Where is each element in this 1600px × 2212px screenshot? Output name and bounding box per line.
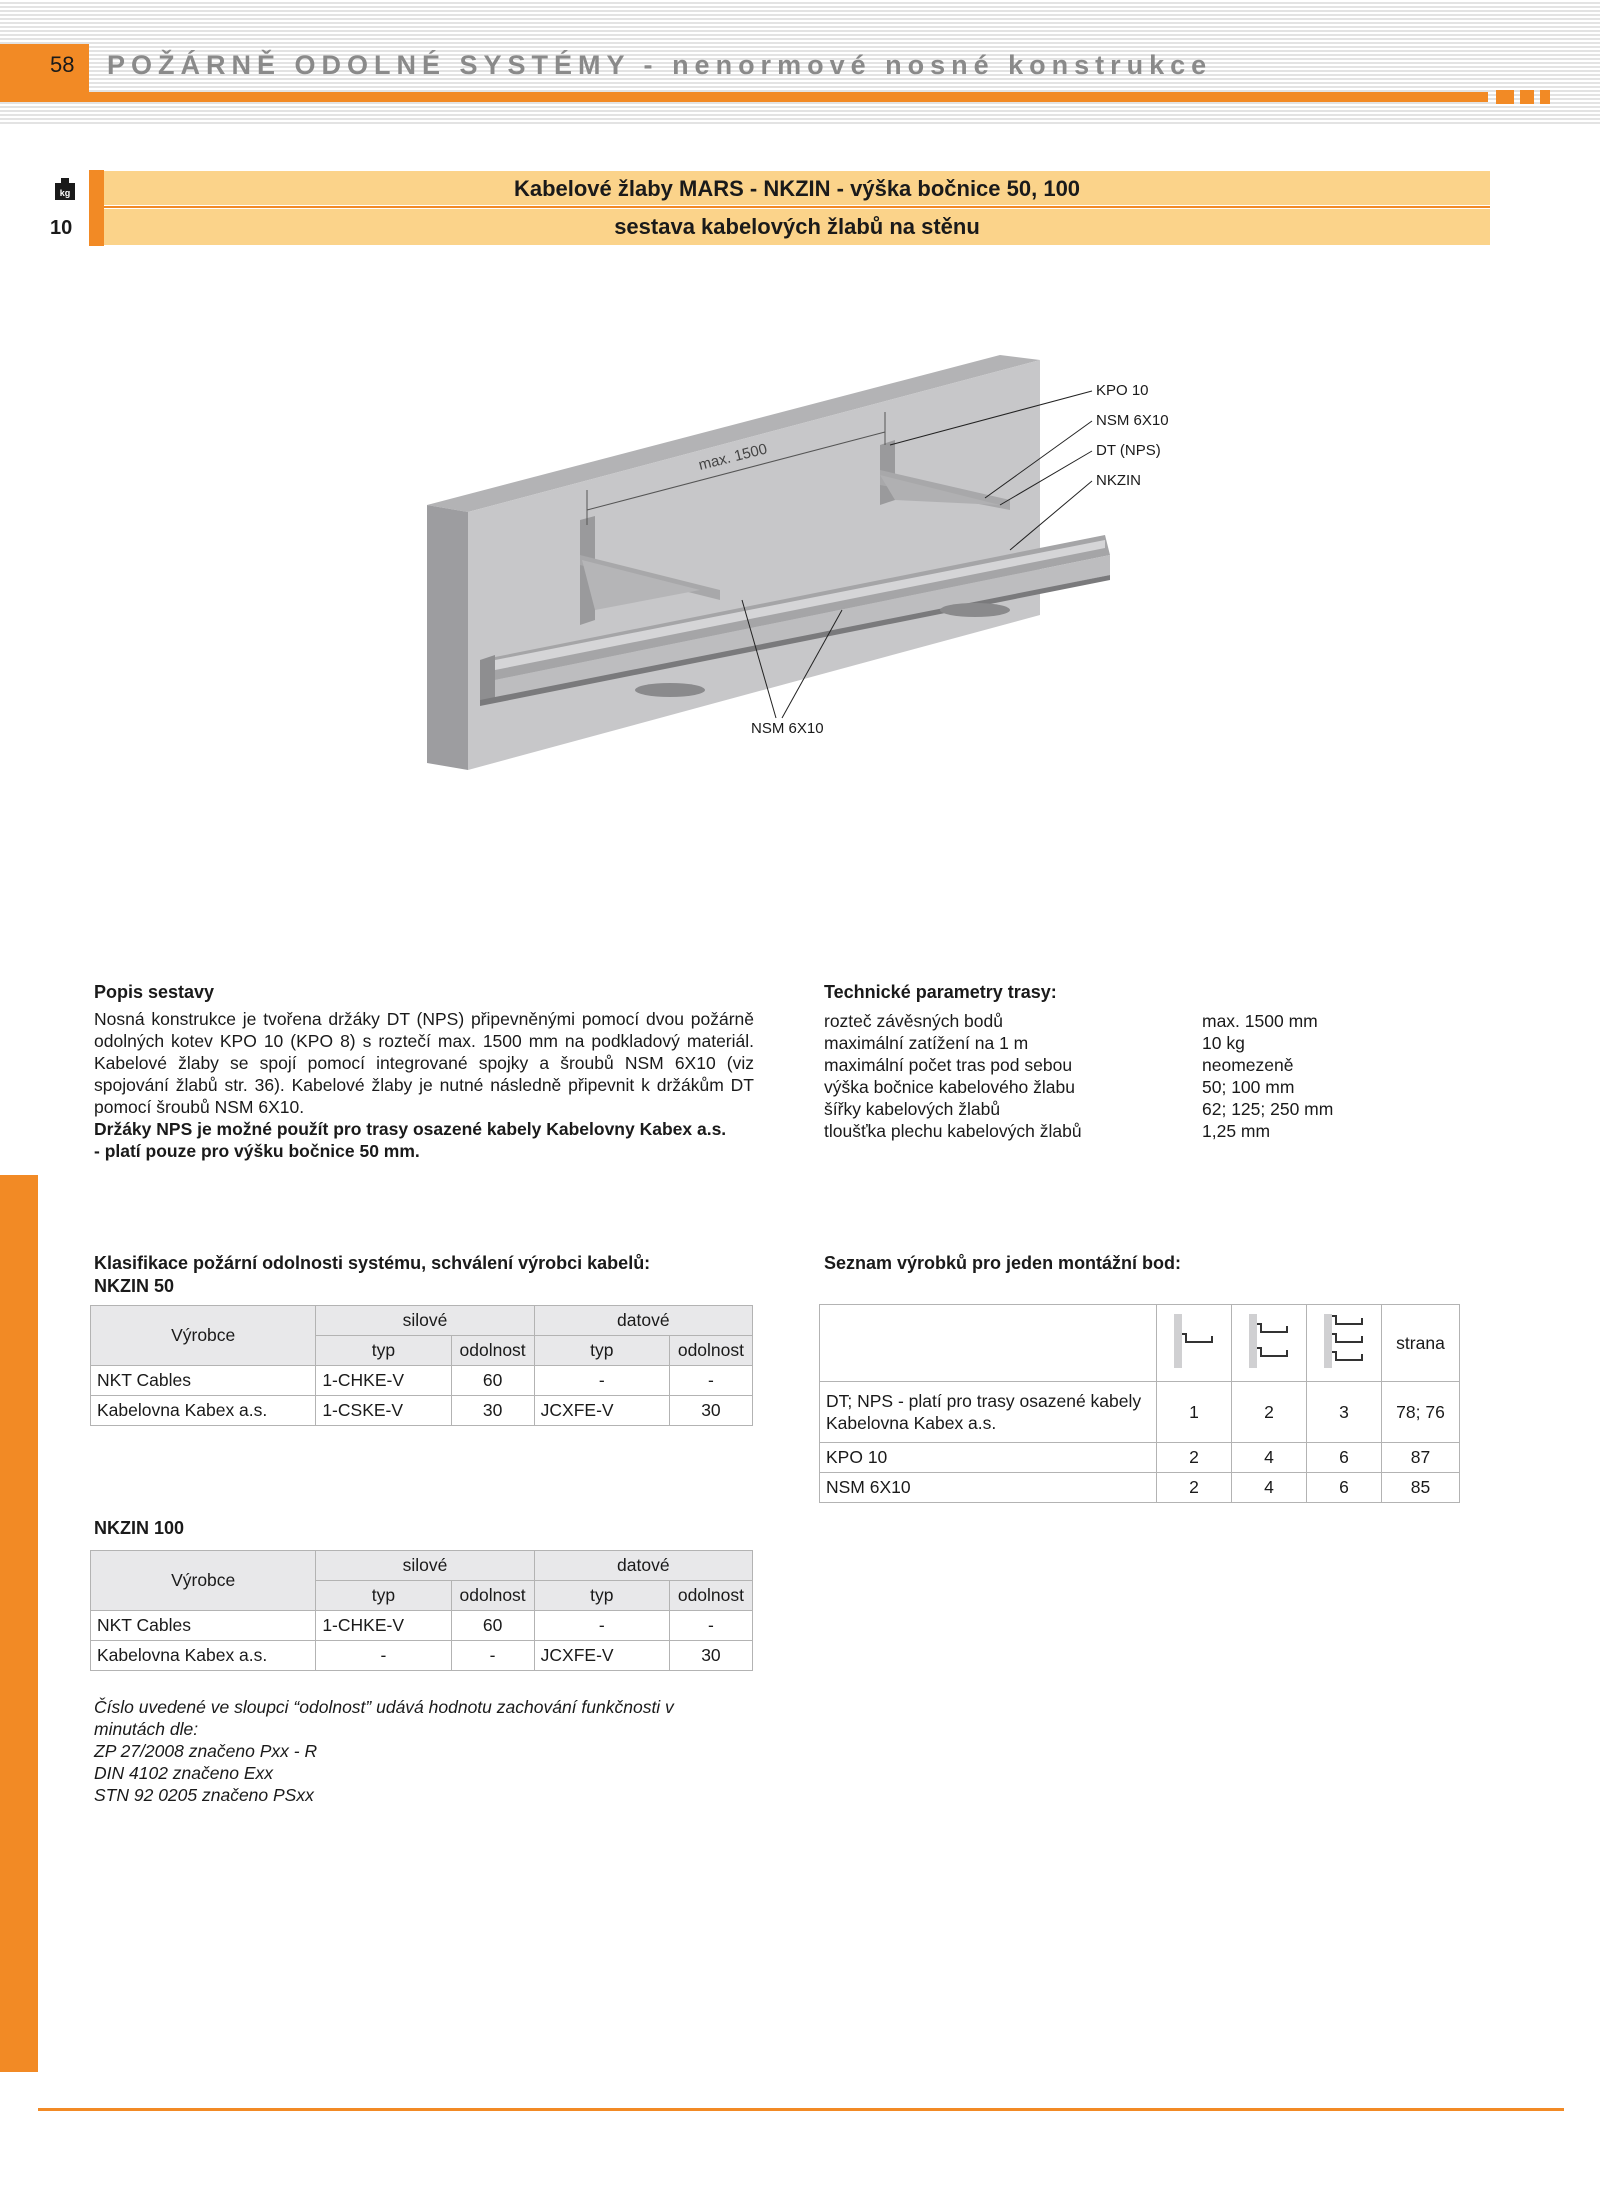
- tech-param-value: neomezeně: [1202, 1055, 1294, 1075]
- header-cell: silové: [316, 1551, 534, 1581]
- header-square: [1496, 90, 1514, 104]
- table-cell: 1: [1157, 1382, 1232, 1443]
- table-cell: DT; NPS - platí pro trasy osazené kabely Kabelovna Kabex a.s.: [820, 1382, 1157, 1443]
- table-cell: 78; 76: [1382, 1382, 1460, 1443]
- nkzin50-label: NKZIN 50: [94, 1276, 175, 1296]
- table-cell: 30: [669, 1641, 752, 1671]
- description-bold-line: Držáky NPS je možné použít pro trasy osazené kabely Kabelovny Kabex a.s.: [94, 1119, 727, 1139]
- table-cell: -: [534, 1611, 669, 1641]
- table-cell: 2: [1157, 1473, 1232, 1503]
- table-cell: 1-CHKE-V: [316, 1366, 451, 1396]
- table-cell: -: [669, 1611, 752, 1641]
- tech-param-label: šířky kabelových žlabů: [824, 1099, 1001, 1119]
- header-cell: silové: [316, 1306, 534, 1336]
- footnote-line: ZP 27/2008 značeno Pxx - R: [94, 1741, 318, 1761]
- header-cell: odolnost: [451, 1581, 534, 1611]
- products-heading: Seznam výrobků pro jeden montážní bod:: [824, 1253, 1182, 1273]
- table-cell: 30: [451, 1396, 534, 1426]
- description-heading: Popis sestavy: [94, 982, 215, 1002]
- table-cell: 2: [1157, 1443, 1232, 1473]
- tech-params-heading: Technické parametry trasy:: [824, 982, 1057, 1002]
- callout-label: NKZIN: [1096, 472, 1141, 489]
- section-title: Kabelové žlaby MARS - NKZIN - výška bočnice 50, 100: [513, 176, 1081, 201]
- table-cell: 4: [1232, 1473, 1307, 1503]
- products-table: [819, 1304, 1460, 1503]
- header-cell: odolnost: [669, 1336, 752, 1366]
- cable-tray-wall-illustration: [420, 340, 1220, 780]
- tech-param-value: max. 1500 mm: [1202, 1011, 1318, 1031]
- tray-1-level-icon: [1157, 1305, 1232, 1382]
- header-title: [107, 50, 1212, 81]
- header-cell: datové: [534, 1551, 752, 1581]
- section-accent-bar: [89, 170, 104, 246]
- table-cell: -: [451, 1641, 534, 1671]
- table-cell: NKT Cables: [91, 1366, 316, 1396]
- svg-text:kg: kg: [59, 188, 71, 198]
- tray-3-level-icon: [1307, 1305, 1382, 1382]
- table-cell: 2: [1232, 1382, 1307, 1443]
- footnote-line: DIN 4102 značeno Exx: [94, 1763, 273, 1783]
- footnote-line: STN 92 0205 značeno PSxx: [94, 1785, 314, 1805]
- table-cell: JCXFE-V: [534, 1396, 669, 1426]
- table-cell: 3: [1307, 1382, 1382, 1443]
- table-cell: 6: [1307, 1443, 1382, 1473]
- nkzin100-label: NKZIN 100: [94, 1518, 185, 1538]
- footnote-line: Číslo uvedené ve sloupci “odolnost” udává hodnotu zachování funkčnosti v: [94, 1697, 674, 1717]
- tech-param-label: výška bočnice kabelového žlabu: [824, 1077, 1075, 1097]
- header-cell: odolnost: [451, 1336, 534, 1366]
- table-cell: 4: [1232, 1443, 1307, 1473]
- table-cell: KPO 10: [820, 1443, 1157, 1473]
- table-row: [820, 1382, 1460, 1443]
- header-cell: typ: [316, 1336, 451, 1366]
- table-row: [820, 1473, 1460, 1503]
- header-title-sub: nenormové nosné konstrukce: [672, 50, 1213, 80]
- tray-2-level-icon: [1232, 1305, 1307, 1382]
- dimension-label: max. 1500: [696, 440, 769, 474]
- header-cell: Výrobce: [91, 1306, 316, 1366]
- header-cell: strana: [1382, 1305, 1460, 1382]
- table-cell: 60: [451, 1366, 534, 1396]
- page-number: 58: [50, 52, 75, 77]
- header-cell: typ: [534, 1581, 669, 1611]
- table-cell: 1-CHKE-V: [316, 1611, 451, 1641]
- tech-param-label: tloušťka plechu kabelových žlabů: [824, 1121, 1082, 1141]
- table-cell: Kabelovna Kabex a.s.: [91, 1396, 316, 1426]
- footnote-line: minutách dle:: [94, 1719, 199, 1739]
- header-title-main: POŽÁRNĚ ODOLNÉ SYSTÉMY -: [107, 50, 659, 80]
- header-cell: odolnost: [669, 1581, 752, 1611]
- header-square: [1540, 90, 1550, 104]
- tech-param-value: 10 kg: [1202, 1033, 1245, 1053]
- tech-param-label: maximální počet tras pod sebou: [824, 1055, 1073, 1075]
- header-cell: typ: [534, 1336, 669, 1366]
- table-cell: NSM 6X10: [820, 1473, 1157, 1503]
- table-cell: JCXFE-V: [534, 1641, 669, 1671]
- tech-param-value: 62; 125; 250 mm: [1202, 1099, 1334, 1119]
- classification-table-nkzin50: [90, 1305, 753, 1426]
- kg-weight-icon: [55, 178, 75, 200]
- callout-label: KPO 10: [1096, 382, 1149, 399]
- table-cell: Kabelovna Kabex a.s.: [91, 1641, 316, 1671]
- section-number: 10: [50, 217, 73, 239]
- classification-heading: Klasifikace požární odolnosti systému, schválení výrobci kabelů:: [94, 1253, 651, 1273]
- callout-label-bottom: NSM 6X10: [751, 720, 824, 737]
- table-row: [91, 1396, 753, 1426]
- description-text: Nosná konstrukce je tvořena držáky DT (NPS) připevněnými pomocí dvou požárně odolných kotev KPO 10 (KPO 8) s roztečí max. 1500 mm na podkladový materiál. Kabelové žlaby se spojí pomocí integrované spojky a šroubů NSM 6X10 (viz spojování žlabů str. 36). Kabelové žlaby je nutné následně připevnit k držákům DT pomocí šroubů NSM 6X10.: [94, 1009, 754, 1117]
- tech-param-value: 50; 100 mm: [1202, 1077, 1295, 1097]
- tech-param-label: maximální zatížení na 1 m: [824, 1033, 1029, 1053]
- table-cell: 6: [1307, 1473, 1382, 1503]
- table-row: [820, 1443, 1460, 1473]
- header-square: [1520, 90, 1534, 104]
- table-cell: 87: [1382, 1443, 1460, 1473]
- callout-label: DT (NPS): [1096, 442, 1161, 459]
- callout-label: NSM 6X10: [1096, 412, 1169, 429]
- table-cell: 1-CSKE-V: [316, 1396, 451, 1426]
- footer-orange-rule: [38, 2108, 1564, 2111]
- header-cell: typ: [316, 1581, 451, 1611]
- header-orange-rule: [0, 92, 1488, 102]
- table-cell: -: [316, 1641, 451, 1671]
- description-bold-line: - platí pouze pro výšku bočnice 50 mm.: [94, 1141, 420, 1161]
- tech-param-value: 1,25 mm: [1202, 1121, 1271, 1141]
- table-cell: 85: [1382, 1473, 1460, 1503]
- table-cell: -: [534, 1366, 669, 1396]
- table-cell: NKT Cables: [91, 1611, 316, 1641]
- table-row: [91, 1366, 753, 1396]
- table-cell: 60: [451, 1611, 534, 1641]
- footnote: [94, 1696, 674, 1806]
- classification-table-nkzin100: [90, 1550, 753, 1671]
- table-cell: 30: [669, 1396, 752, 1426]
- table-row: [91, 1611, 753, 1641]
- header-cell: Výrobce: [91, 1551, 316, 1611]
- section-divider: [104, 206, 1490, 208]
- description-block: [94, 1008, 754, 1162]
- table-cell-empty: [820, 1305, 1157, 1382]
- header-cell: datové: [534, 1306, 752, 1336]
- table-row: [91, 1641, 753, 1671]
- side-orange-bar: [0, 1175, 38, 2072]
- table-cell: -: [669, 1366, 752, 1396]
- tech-param-label: rozteč závěsných bodů: [824, 1011, 1003, 1031]
- section-subtitle: sestava kabelových žlabů na stěnu: [614, 214, 980, 239]
